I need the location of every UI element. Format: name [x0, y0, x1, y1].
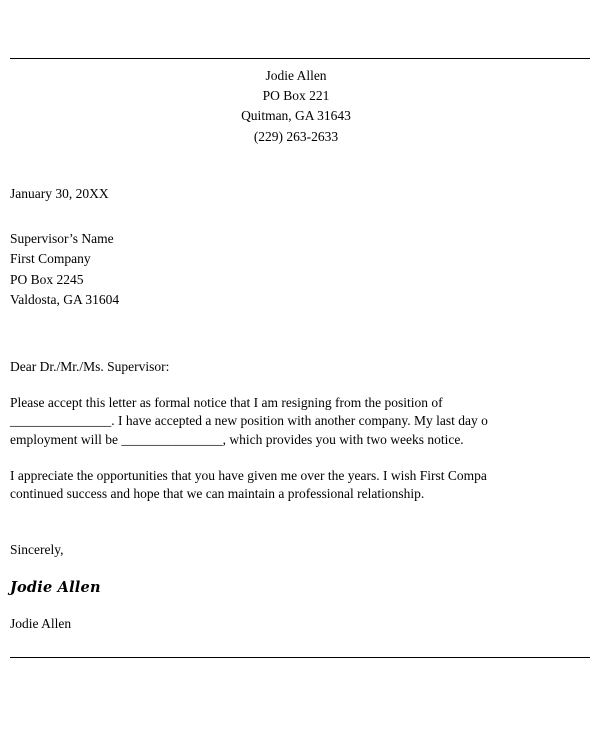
- sender-city-state-zip: Quitman, GA 31643: [241, 108, 351, 124]
- recipient-po-box: PO Box 2245: [10, 271, 84, 287]
- recipient-company: First Company: [10, 251, 91, 267]
- recipient-address-block: [10, 229, 600, 310]
- letterhead: [10, 66, 600, 147]
- letter-date: January 30, 20XX: [10, 185, 109, 201]
- body-paragraph-1: [10, 394, 600, 449]
- closing: Sincerely,: [10, 542, 64, 558]
- body-paragraph-1-line-3: employment will be _______________, which provides you with two weeks notice.: [10, 431, 464, 447]
- sender-phone: (229) 263-2633: [253, 128, 339, 144]
- spacer-before-signature: [10, 560, 600, 578]
- spacer-before-salutation-extra: [10, 348, 600, 358]
- spacer-before-closing: [10, 503, 600, 541]
- recipient-name: Supervisor’s Name: [10, 231, 114, 247]
- body-paragraph-2-line-2: continued success and hope that we can maintain a professional relationship.: [10, 486, 425, 502]
- recipient-city-state-zip: Valdosta, GA 31604: [10, 291, 120, 307]
- body-paragraph-1-line-2: _______________. I have accepted a new position with another company. My last day o: [10, 413, 488, 429]
- spacer-after-date: [10, 203, 600, 229]
- body-paragraph-2: [10, 467, 600, 503]
- spacer-before-typed-name: [10, 597, 600, 615]
- body-paragraph-1-line-1: Please accept this letter as formal notice that I am resigning from the position of: [10, 395, 443, 411]
- salutation: Dear Dr./Mr./Ms. Supervisor:: [10, 358, 170, 374]
- spacer-before-salutation: [10, 310, 600, 348]
- body-paragraph-2-line-1: I appreciate the opportunities that you have given me over the years. I wish First Compa: [10, 467, 487, 483]
- spacer-after-salutation: [10, 376, 600, 394]
- typed-signer-name: Jodie Allen: [10, 616, 72, 632]
- handwritten-signature: Jodie Allen: [10, 578, 101, 596]
- letter-body: [10, 66, 600, 633]
- sender-name: Jodie Allen: [265, 68, 327, 83]
- footer-divider-rule: [10, 657, 590, 658]
- spacer-after-letterhead: [10, 147, 600, 185]
- spacer-between-paragraphs: [10, 449, 600, 467]
- sender-po-box: PO Box 221: [262, 88, 330, 104]
- header-divider-rule: [10, 58, 590, 59]
